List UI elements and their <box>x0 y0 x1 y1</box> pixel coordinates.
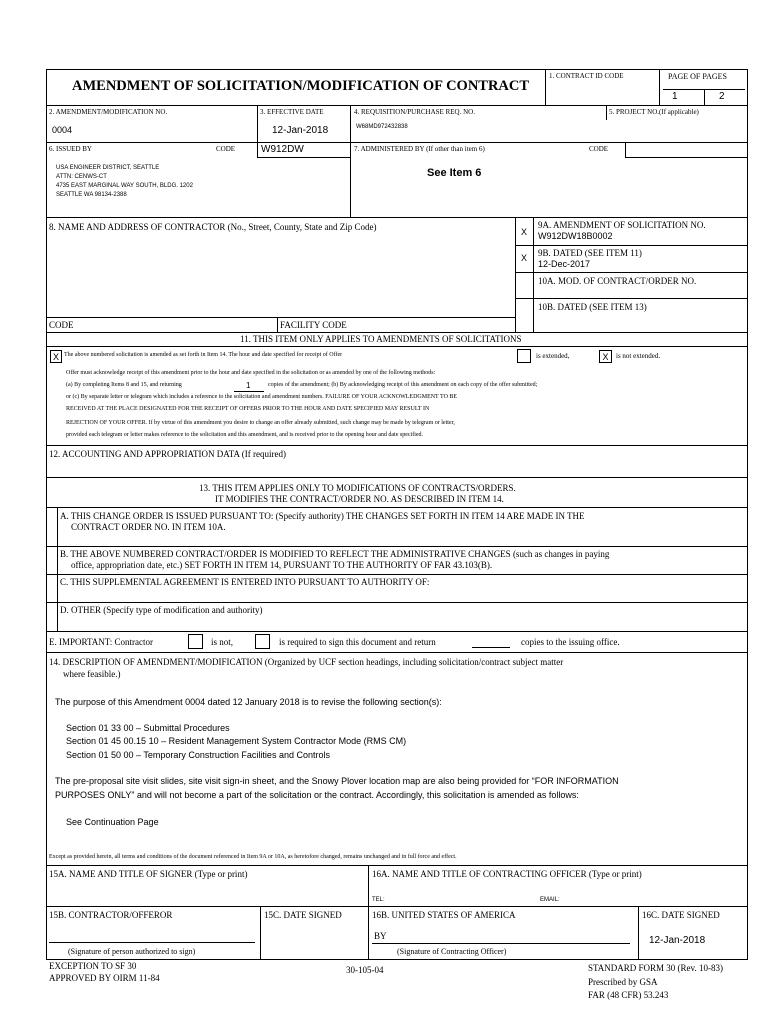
block13a-line1: A. THIS CHANGE ORDER IS ISSUED PURSUANT TO: (Specify authority) THE CHANGES SET FORTH IN ITEM 14 ARE MADE IN THE <box>60 511 585 521</box>
contractor-signature-caption: (Signature of person authorized to sign) <box>68 947 196 956</box>
section-item: Section 01 45 00.15 10 – Resident Management System Contractor Mode (RMS CM) <box>66 736 407 746</box>
footer-exception: EXCEPTION TO SF 30 <box>49 961 137 971</box>
block11-para3: or (c) By separate letter or telegram which includes a reference to the solicitation and amendment numbers. FAILURE OF YOUR ACKNOWLEDGMENT TO BE <box>66 394 458 400</box>
block11-para2a: (a) By completing Items 8 and 15, and returning <box>66 382 182 388</box>
block15a-label: 15A. NAME AND TITLE OF SIGNER (Type or print) <box>49 869 248 879</box>
issuer-address-line2: ATTN: CENWS-CT <box>56 174 107 180</box>
issued-by-code: W912DW <box>261 144 304 155</box>
block11-para4: RECEIVED AT THE PLACE DESIGNATED FOR THE RECEIPT OF OFFERS PRIOR TO THE HOUR AND DATE SPECIFIED MAY RESULT IN <box>66 406 430 412</box>
copies-to-label: copies to the issuing office. <box>521 637 620 647</box>
email-label: EMAIL: <box>540 897 560 903</box>
block15c-label: 15C. DATE SIGNED <box>264 910 342 920</box>
block14-label2: where feasible.) <box>63 669 121 679</box>
block15b-label: 15B. CONTRACTOR/OFFEROR <box>49 910 173 920</box>
block13-heading2: IT MODIFIES THE CONTRACT/ORDER NO. AS DESCRIBED IN ITEM 14. <box>215 494 504 504</box>
by-label: BY <box>374 931 387 941</box>
contractor-code-label: CODE <box>49 320 74 330</box>
amended-checkbox[interactable]: X <box>50 350 62 363</box>
issuer-address-line4: SEATTLE WA 98134-2388 <box>56 192 127 198</box>
block6-label: 6. ISSUED BY <box>49 145 92 153</box>
not-extended-label: is not extended. <box>616 352 661 360</box>
important-label: E. IMPORTANT: Contractor <box>49 637 154 647</box>
block13d: D. OTHER (Specify type of modification and authority) <box>60 605 263 615</box>
officer-signature-caption: (Signature of Contracting Officer) <box>397 947 507 956</box>
purpose-text: The purpose of this Amendment 0004 dated 12 January 2018 is to revise the following section(s): <box>55 697 442 707</box>
is-not-checkbox[interactable] <box>188 634 203 649</box>
block4-label: 4. REQUISITION/PURCHASE REQ. NO. <box>354 108 475 116</box>
block13b-line2: office, appropriation date, etc.) SET FORTH IN ITEM 14, PURSUANT TO THE AUTHORITY OF FAR 43.103(B). <box>71 560 493 570</box>
block12-label: 12. ACCOUNTING AND APPROPRIATION DATA (If required) <box>49 449 287 459</box>
block7-label: 7. ADMINISTERED BY (If other than item 6) <box>354 145 485 153</box>
page-number: 1 <box>672 91 678 102</box>
administered-by-code-box <box>625 142 748 158</box>
page-of-pages-label: PAGE OF PAGES <box>668 72 727 81</box>
copies-returned: 1 <box>246 381 251 390</box>
continuation-note: See Continuation Page <box>66 817 159 827</box>
block6-code-label: CODE <box>216 145 236 153</box>
block13a-line2: CONTRACT ORDER NO. IN ITEM 10A. <box>71 522 226 532</box>
extended-label: is extended, <box>536 352 570 360</box>
contract-id-code-label: 1. CONTRACT ID CODE <box>549 72 624 80</box>
block7-code-label: CODE <box>589 145 609 153</box>
block16a-label: 16A. NAME AND TITLE OF CONTRACTING OFFICER (Type or print) <box>372 869 642 879</box>
block11-text: The above numbered solicitation is amended as set forth in Item 14. The hour and date specified for receipt of Offer <box>64 352 343 358</box>
block11-para5: REJECTION OF YOUR OFFER. If by virtue of this amendment you desire to change an offer already submitted, such change may be made by telegram or letter, <box>66 420 455 426</box>
is-required-label: is required to sign this document and return <box>279 637 436 647</box>
block9a-check[interactable]: X <box>521 227 528 237</box>
amendment-number: 0004 <box>52 125 73 135</box>
solicitation-date: 12-Dec-2017 <box>538 259 591 269</box>
is-required-checkbox[interactable] <box>255 634 270 649</box>
block10b-label: 10B. DATED (SEE ITEM 13) <box>538 302 647 312</box>
block11-para2b: copies of the amendment; (b) By acknowledging receipt of this amendment on each copy of the offer submitted; <box>268 382 538 388</box>
info-note-line1: The pre-proposal site visit slides, site visit sign-in sheet, and the Snowy Plover location map are also being provided for “FOR INFORMATION <box>55 776 619 786</box>
section-item: Section 01 33 00 – Submittal Procedures <box>66 723 230 733</box>
block13-heading1: 13. THIS ITEM APPLIES ONLY TO MODIFICATIONS OF CONTRACTS/ORDERS. <box>199 483 516 493</box>
block11-heading: 11. THIS ITEM ONLY APPLIES TO AMENDMENTS OF SOLICITATIONS <box>240 334 522 344</box>
block11-para6: provided each telegram or letter makes reference to the solicitation and this amendment, and is received prior to the opening hour and date specified. <box>66 432 424 438</box>
block8-label: 8. NAME AND ADDRESS OF CONTRACTOR (No., Street, County, State and Zip Code) <box>49 222 377 232</box>
block9a-label: 9A. AMENDMENT OF SOLICITATION NO. <box>538 220 706 230</box>
info-note-line2: PURPOSES ONLY” and will not become a part of the solicitation or the contract. Accordingly, this solicitation is amended as follows: <box>55 790 579 800</box>
block13b-line1: B. THE ABOVE NUMBERED CONTRACT/ORDER IS MODIFIED TO REFLECT THE ADMINISTRATIVE CHANGES (such as changes in paying <box>60 549 610 559</box>
is-not-label: is not, <box>211 637 234 647</box>
footer-far: FAR (48 CFR) 53.243 <box>588 990 669 1000</box>
total-pages: 2 <box>719 91 725 102</box>
solicitation-number: W912DW18B0002 <box>538 231 613 241</box>
block16b-label: 16B. UNITED STATES OF AMERICA <box>372 910 516 920</box>
extended-checkbox[interactable] <box>517 349 531 363</box>
form-title: AMENDMENT OF SOLICITATION/MODIFICATION OF CONTRACT <box>72 78 530 94</box>
requisition-number: W68MD972432838 <box>356 124 408 130</box>
footer-prescribed: Prescribed by GSA <box>588 977 658 987</box>
footer-standard-form: STANDARD FORM 30 (Rev. 10-83) <box>588 963 723 973</box>
effective-date: 12-Jan-2018 <box>272 125 329 136</box>
block2-label: 2. AMENDMENT/MODIFICATION NO. <box>49 108 168 116</box>
section-item: Section 01 50 00 – Temporary Construction Facilities and Controls <box>66 750 330 760</box>
block9b-label: 9B. DATED (SEE ITEM 11) <box>538 248 642 258</box>
block3-label: 3. EFFECTIVE DATE <box>260 108 324 116</box>
except-clause: Except as provided herein, all terms and conditions of the document referenced in Item 9A or 10A, as heretofore changed, remains unchanged and in full force and effect. <box>49 854 457 860</box>
footer-form-number: 30-105-04 <box>346 965 384 975</box>
block11-para1: Offer must acknowledge receipt of this amendment prior to the hour and date specified in the solicitation or as amended by one of the following methods: <box>66 370 436 376</box>
issuer-address-line3: 4735 EAST MARGINAL WAY SOUTH, BLDG. 1202 <box>56 183 193 189</box>
tel-label: TEL: <box>372 897 385 903</box>
officer-date-signed: 12-Jan-2018 <box>649 935 706 946</box>
administered-by-value: See Item 6 <box>427 167 482 179</box>
not-extended-checkbox[interactable]: X <box>599 350 612 363</box>
issuer-address-line1: USA ENGINEER DISTRICT, SEATTLE <box>56 165 160 171</box>
block16c-label: 16C. DATE SIGNED <box>642 910 720 920</box>
block13c: C. THIS SUPPLEMENTAL AGREEMENT IS ENTERED INTO PURSUANT TO AUTHORITY OF: <box>60 577 430 587</box>
facility-code-label: FACILITY CODE <box>280 320 347 330</box>
block10a-label: 10A. MOD. OF CONTRACT/ORDER NO. <box>538 276 697 286</box>
block14-label1: 14. DESCRIPTION OF AMENDMENT/MODIFICATION (Organized by UCF section headings, including solicitation/contract subject matter <box>49 657 564 667</box>
block9b-check[interactable]: X <box>521 253 528 263</box>
block5-label: 5. PROJECT NO.(If applicable) <box>609 108 699 116</box>
footer-approved: APPROVED BY OIRM 11-84 <box>49 973 160 983</box>
